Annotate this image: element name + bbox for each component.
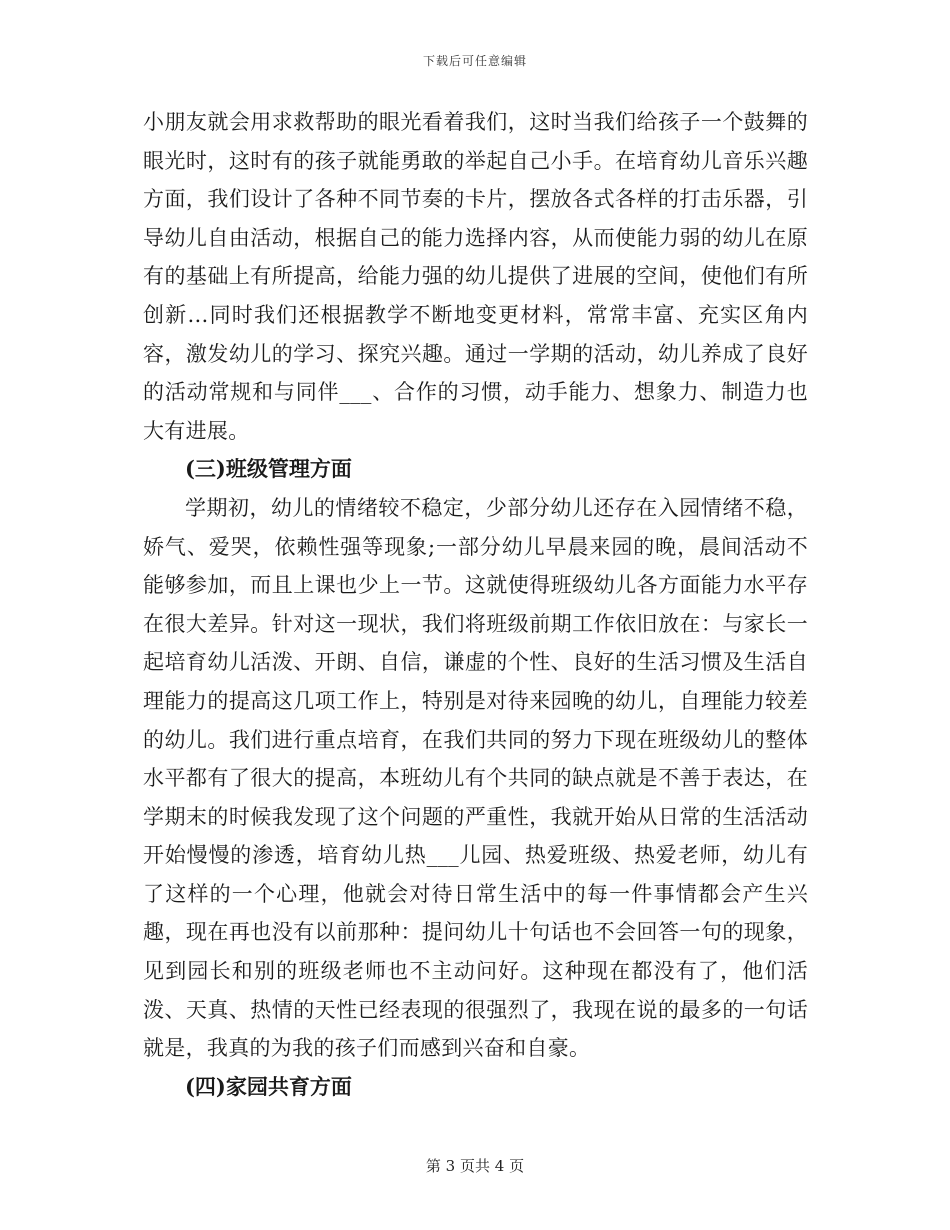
paragraph-class-management: 学期初，幼儿的情绪较不稳定，少部分幼儿还存在入园情绪不稳，娇气、爱哭，依赖性强等现象;一部分幼儿早晨来园的晚，晨间活动不能够参加，而且上课也少上一节。这就使得班级幼儿各方面能力水平存在很大差异。针对这一现状，我们将班级前期工作依旧放在：与家长一起培育幼儿活泼、开朗、自信，谦虚的个性、良好的生活习惯及生活自理能力的提高这几项工作上，特别是对待来园晚的幼儿，自理能力较差的幼儿。我们进行重点培育，在我们共同的努力下现在班级幼儿的整体水平都有了很大的提高，本班幼儿有个共同的缺点就是不善于表达，在学期末的时候我发现了这个问题的严重性，我就开始从日常的生活活动开始慢慢的渗透，培育幼儿热___儿园、热爱班级、热爱老师，幼儿有了这样的一个心理，他就会对待日常生活中的每一件事情都会产生兴趣，现在再也没有以前那种：提问幼儿十句话也不会回答一句的现象，见到园长和别的班级老师也不主动问好。这种现在都没有了，他们活泼、天真、热情的天性已经表现的很强烈了，我现在说的最多的一句话就是，我真的为我的孩子们而感到兴奋和自豪。 xyxy=(143,495,808,1061)
paragraph-continuation: 小朋友就会用求救帮助的眼光看着我们，这时当我们给孩子一个鼓舞的眼光时，这时有的孩子就能勇敢的举起自己小手。在培育幼儿音乐兴趣方面，我们设计了各种不同节奏的卡片，摆放各式各样的打击乐器，引导幼儿自由活动，根据自己的能力选择内容，从而使能力弱的幼儿在原有的基础上有所提高，给能力强的幼儿提供了进展的空间，使他们有所创新…同时我们还根据教学不断地变更材料，常常丰富、充实区角内容，激发幼儿的学习、探究兴趣。通过一学期的活动，幼儿养成了良好的活动常规和与同伴___、合作的习惯，动手能力、想象力、制造力也大有进展。 xyxy=(143,110,808,443)
section-heading-class-management: (三)班级管理方面 xyxy=(185,456,352,482)
document-body xyxy=(143,103,808,1106)
section-heading-home-school: (四)家园共育方面 xyxy=(185,1073,352,1099)
page-number-footer: 第 3 页共 4 页 xyxy=(425,1157,525,1175)
page-header: 下载后可任意编辑 xyxy=(422,54,527,68)
